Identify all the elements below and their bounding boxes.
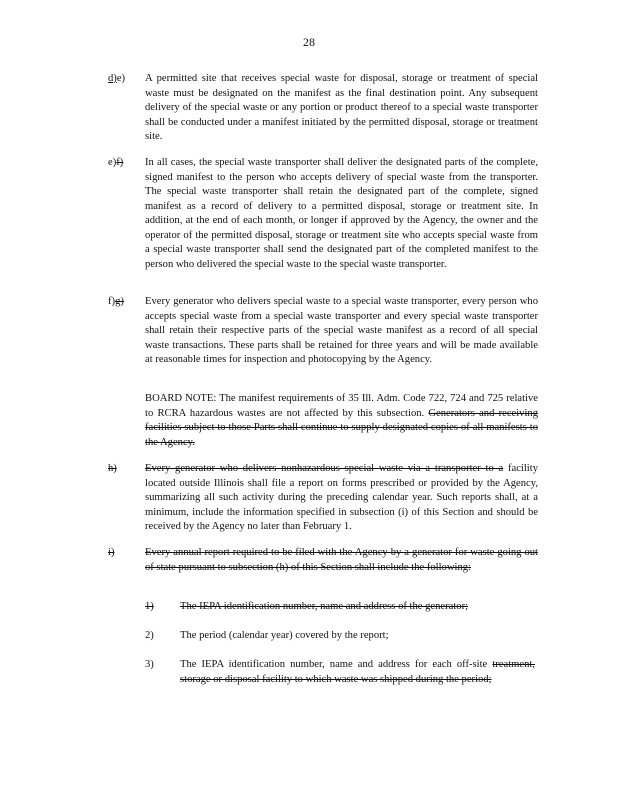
board-note-struck: Generators and receiving facilities subject to those Parts shall continue to supply designated copies of all manifests to the Agency. — [145, 407, 538, 448]
subsection-f — [108, 295, 538, 368]
label-old: g) — [115, 296, 124, 307]
subsection-d — [108, 72, 538, 145]
label-new: f) — [108, 296, 116, 307]
subsection-h — [108, 462, 538, 535]
label-old: e) — [116, 73, 126, 84]
subsection-e-text: In all cases, the special waste transporter shall deliver the designated parts of the complete, signed manifest to the person who accepts delivery of special waste from the transporter. The special waste transporter shall retain the designated part of the complete, signed manifest as a record of delivery to a permitted disposal, storage or treatment site. In addition, at the end of each month, or longer if approved by the Agency, the owner and the operator of the permitted disposal, storage or treatment site who accepts special waste from a special waste transporter shall send the designated part of the completed manifest to the person who delivered the special waste to the special waste transporter. — [145, 157, 538, 270]
subsection-d-label — [108, 72, 125, 87]
list-item-text: The IEPA identification number, name and address of the generator; — [180, 601, 469, 612]
list-item-struck-text: treatment, storage or disposal facility to which waste was shipped during the period; — [180, 659, 535, 685]
label-new: e) — [108, 157, 117, 168]
list-item-1 — [145, 600, 535, 615]
board-note-text: BOARD NOTE: The manifest requirements of 35 Ill. Adm. Code 722, 724 and 725 relative to RCRA hazardous wastes are not affected by this subsection. — [145, 393, 538, 419]
subsection-i-label: i) — [108, 547, 115, 558]
subsection-i — [108, 546, 538, 575]
subsection-f-text: Every generator who delivers special waste to a special waste transporter, every person who accepts special waste from a special waste transporter and every special waste transporter shall retain their respective parts of the special waste manifest as a record of all special waste transactions. These parts shall be retained for three years and will be made available at reasonable times for inspection and photocopying by the Agency. — [145, 296, 538, 365]
subsection-i-struck: Every annual report required to be filed with the Agency by a generator for waste going out of state pursuant to subsection (h) of this Section shall include the following: — [145, 547, 538, 573]
list-item-text: The period (calendar year) covered by the report; — [180, 630, 389, 641]
subsection-h-label: h) — [108, 463, 117, 474]
subsection-e-label — [108, 156, 123, 171]
label-old: f) — [116, 157, 124, 168]
list-item-2 — [145, 629, 535, 644]
subsection-f-label — [108, 295, 124, 310]
page-number: 28 — [303, 35, 315, 49]
list-item-number: 1) — [145, 601, 154, 612]
board-note — [108, 392, 538, 450]
subsection-e — [108, 156, 538, 272]
list-item-number: 2) — [145, 630, 154, 641]
subsection-h-text: facility located outside Illinois shall file a report on forms prescribed or provided by the Agency, summarizing all such activity during the preceding calendar year. Such reports shall, at a minimum, include the information specified in subsection (i) of this Section and should be received by the Agency no later than February 1. — [145, 463, 538, 532]
label-new: d) — [108, 73, 117, 84]
list-item-3 — [145, 658, 535, 687]
list-item-text: The IEPA identification number, name and address for each off-site — [180, 659, 488, 670]
subsection-h-struck: Every generator who delivers nonhazardous special waste via a transporter to a — [145, 463, 504, 474]
subsection-d-text: A permitted site that receives special waste for disposal, storage or treatment of special waste must be designated on the manifest as the final destination point. Any subsequent delivery of the special waste or any portion or product thereof to a special waste transporter shall be conducted under a manifest initiated by the permitted disposal, storage or treatment site. — [145, 73, 538, 142]
list-item-number: 3) — [145, 659, 154, 670]
